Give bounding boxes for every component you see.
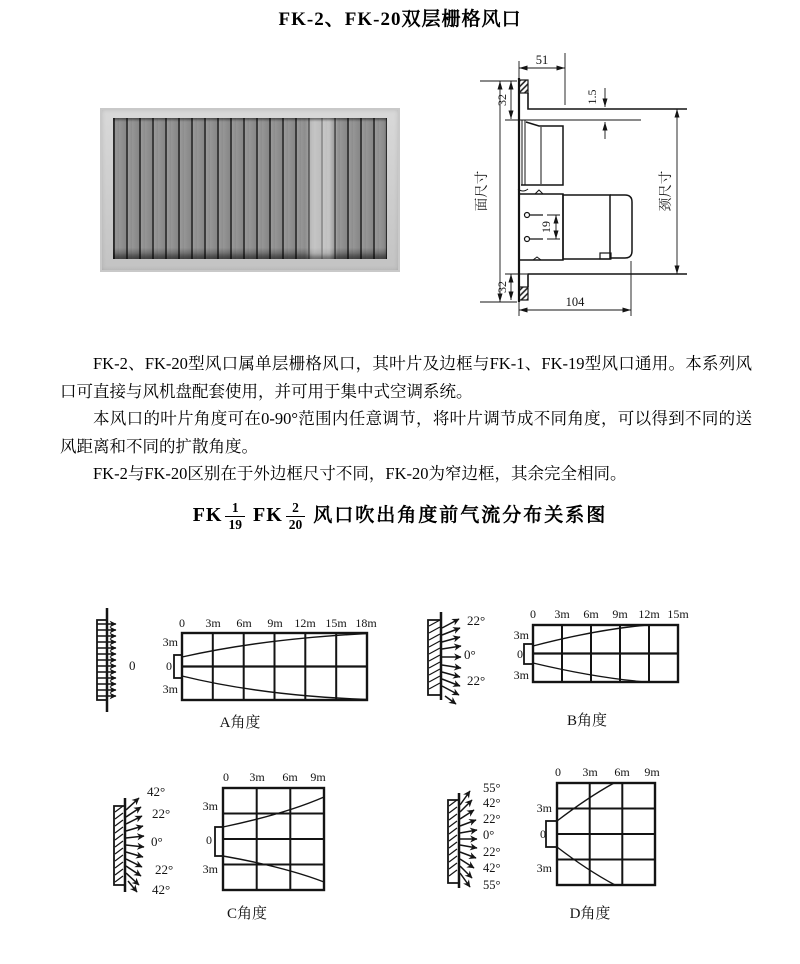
dim-19: 19 bbox=[539, 221, 553, 233]
dimension-drawing bbox=[455, 48, 800, 323]
y-axis-labels bbox=[514, 628, 530, 682]
x-axis-labels bbox=[530, 607, 689, 621]
dim-1-5: 1.5 bbox=[585, 89, 599, 105]
svg-text:3m: 3m bbox=[582, 765, 598, 779]
page-title: FK-2、FK-20双层栅格风口 bbox=[278, 9, 522, 30]
dim-32-bottom: 32 bbox=[495, 281, 509, 293]
lower-envelope-curve bbox=[533, 663, 645, 682]
vane-angle-labels bbox=[464, 613, 485, 688]
svg-text:3m: 3m bbox=[205, 616, 221, 630]
x-axis-labels bbox=[223, 770, 326, 784]
svg-text:3m: 3m bbox=[162, 635, 178, 649]
outlet-marker bbox=[546, 821, 557, 847]
svg-text:0: 0 bbox=[179, 616, 185, 630]
dimension-lines bbox=[480, 53, 677, 316]
vane-angle-labels bbox=[147, 784, 173, 897]
svg-text:55°: 55° bbox=[483, 878, 501, 892]
svg-text:3m: 3m bbox=[513, 668, 529, 682]
svg-text:6m: 6m bbox=[583, 607, 599, 621]
grid-a bbox=[174, 633, 367, 700]
svg-text:3m: 3m bbox=[162, 682, 178, 696]
diagram-c bbox=[85, 755, 395, 925]
y-axis-labels bbox=[163, 635, 179, 696]
diagram-caption: A角度 bbox=[219, 715, 261, 731]
paragraph-3: FK-2与FK-20区别在于外边框尺寸不同，FK-20为窄边框，其余完全相同。 bbox=[93, 464, 627, 484]
diagram-caption: C角度 bbox=[226, 906, 268, 922]
x-axis-labels bbox=[179, 616, 377, 630]
svg-text:9m: 9m bbox=[267, 616, 283, 630]
svg-text:55°: 55° bbox=[483, 781, 501, 795]
svg-text:6m: 6m bbox=[236, 616, 252, 630]
svg-text:9m: 9m bbox=[644, 765, 660, 779]
svg-text:15m: 15m bbox=[325, 616, 347, 630]
vent-symbol-b bbox=[428, 612, 461, 704]
svg-text:15m: 15m bbox=[667, 607, 689, 621]
svg-text:42°: 42° bbox=[483, 861, 501, 875]
fk2-numerator: 2 bbox=[292, 500, 299, 515]
svg-text:0: 0 bbox=[530, 607, 536, 621]
lower-envelope-curve bbox=[223, 856, 324, 882]
vane-angle-labels bbox=[483, 781, 501, 892]
diagram-b bbox=[415, 595, 765, 740]
svg-text:0: 0 bbox=[166, 659, 172, 673]
svg-text:0: 0 bbox=[517, 647, 523, 661]
fk2-fraction bbox=[286, 500, 306, 532]
svg-text:22°: 22° bbox=[152, 806, 171, 821]
svg-text:22°: 22° bbox=[467, 613, 486, 628]
dim-32-top: 32 bbox=[495, 94, 509, 106]
paragraph-2: 本风口的叶片角度可在0-90°范围内任意调节，将叶片调节成不同角度，可以得到不同的送风距离和不同的扩散角度。 bbox=[60, 409, 752, 456]
fk1-denominator: 19 bbox=[225, 516, 245, 533]
svg-text:42°: 42° bbox=[147, 784, 166, 799]
svg-text:3m: 3m bbox=[249, 770, 265, 784]
svg-text:9m: 9m bbox=[612, 607, 628, 621]
svg-text:22°: 22° bbox=[483, 845, 501, 859]
svg-text:3m: 3m bbox=[202, 799, 218, 813]
svg-text:3m: 3m bbox=[554, 607, 570, 621]
upper-envelope-curve bbox=[223, 797, 324, 827]
svg-text:0: 0 bbox=[540, 827, 546, 841]
grid-c bbox=[215, 788, 324, 890]
diagram-caption: D角度 bbox=[569, 906, 611, 922]
fk1-numerator: 1 bbox=[231, 500, 239, 515]
y-axis-labels bbox=[537, 801, 553, 875]
diagram-d bbox=[415, 755, 725, 925]
svg-text:3m: 3m bbox=[513, 628, 529, 642]
svg-text:3m: 3m bbox=[536, 801, 552, 815]
grid-d bbox=[546, 783, 655, 885]
label-face-size: 面尺寸 bbox=[474, 170, 489, 212]
intro-paragraphs bbox=[60, 350, 752, 488]
grille-slats-image bbox=[113, 118, 387, 259]
flow-chart-title bbox=[0, 500, 800, 532]
dim-104: 104 bbox=[565, 295, 585, 309]
svg-text:22°: 22° bbox=[467, 673, 486, 688]
diagram-caption: B角度 bbox=[566, 713, 608, 729]
svg-text:0°: 0° bbox=[464, 647, 476, 662]
flow-arrows bbox=[460, 791, 477, 887]
upper-envelope-curve bbox=[557, 783, 614, 821]
grille-photo bbox=[100, 108, 400, 272]
svg-text:3m: 3m bbox=[202, 862, 218, 876]
x-axis-labels bbox=[555, 765, 660, 779]
paragraph-1: FK-2、FK-20型风口属单层栅格风口，其叶片及边框与FK-1、FK-19型风口通用。本系列风口可直接与风机盘配套使用，并可用于集中式空调系统。 bbox=[60, 354, 752, 401]
fk1-fraction bbox=[225, 500, 245, 532]
svg-text:22°: 22° bbox=[155, 862, 174, 877]
svg-text:42°: 42° bbox=[152, 882, 171, 897]
grid-b bbox=[524, 625, 678, 682]
svg-text:42°: 42° bbox=[483, 796, 501, 810]
dim-51: 51 bbox=[535, 53, 549, 67]
flow-chart-title-text: 风口吹出角度前气流分布关系图 bbox=[313, 505, 608, 527]
diagram-a bbox=[85, 600, 395, 740]
svg-text:0°: 0° bbox=[483, 828, 495, 842]
svg-text:0°: 0° bbox=[151, 834, 163, 849]
fk2-denominator: 20 bbox=[286, 516, 306, 533]
svg-text:0: 0 bbox=[223, 770, 229, 784]
svg-text:6m: 6m bbox=[614, 765, 630, 779]
flow-arrows bbox=[442, 619, 461, 704]
vent-symbol-a bbox=[97, 608, 116, 712]
fk2-prefix: FK bbox=[252, 504, 283, 527]
svg-text:9m: 9m bbox=[310, 770, 326, 784]
vent-symbol-d bbox=[448, 791, 477, 888]
svg-text:12m: 12m bbox=[294, 616, 316, 630]
vent-symbol-c bbox=[114, 798, 144, 892]
fk1-prefix: FK bbox=[192, 504, 223, 527]
y-axis-labels bbox=[203, 799, 219, 876]
svg-text:12m: 12m bbox=[638, 607, 660, 621]
svg-text:22°: 22° bbox=[483, 812, 501, 826]
svg-text:0: 0 bbox=[555, 765, 561, 779]
lower-envelope-curve bbox=[557, 847, 615, 885]
flow-arrows bbox=[126, 798, 144, 892]
outlet-marker bbox=[524, 644, 533, 664]
vane-angle-label: 0 bbox=[129, 658, 136, 673]
svg-text:18m: 18m bbox=[355, 616, 377, 630]
svg-text:0: 0 bbox=[206, 833, 212, 847]
svg-text:6m: 6m bbox=[282, 770, 298, 784]
svg-text:3m: 3m bbox=[536, 861, 552, 875]
label-neck-size: 颈尺寸 bbox=[658, 170, 673, 212]
